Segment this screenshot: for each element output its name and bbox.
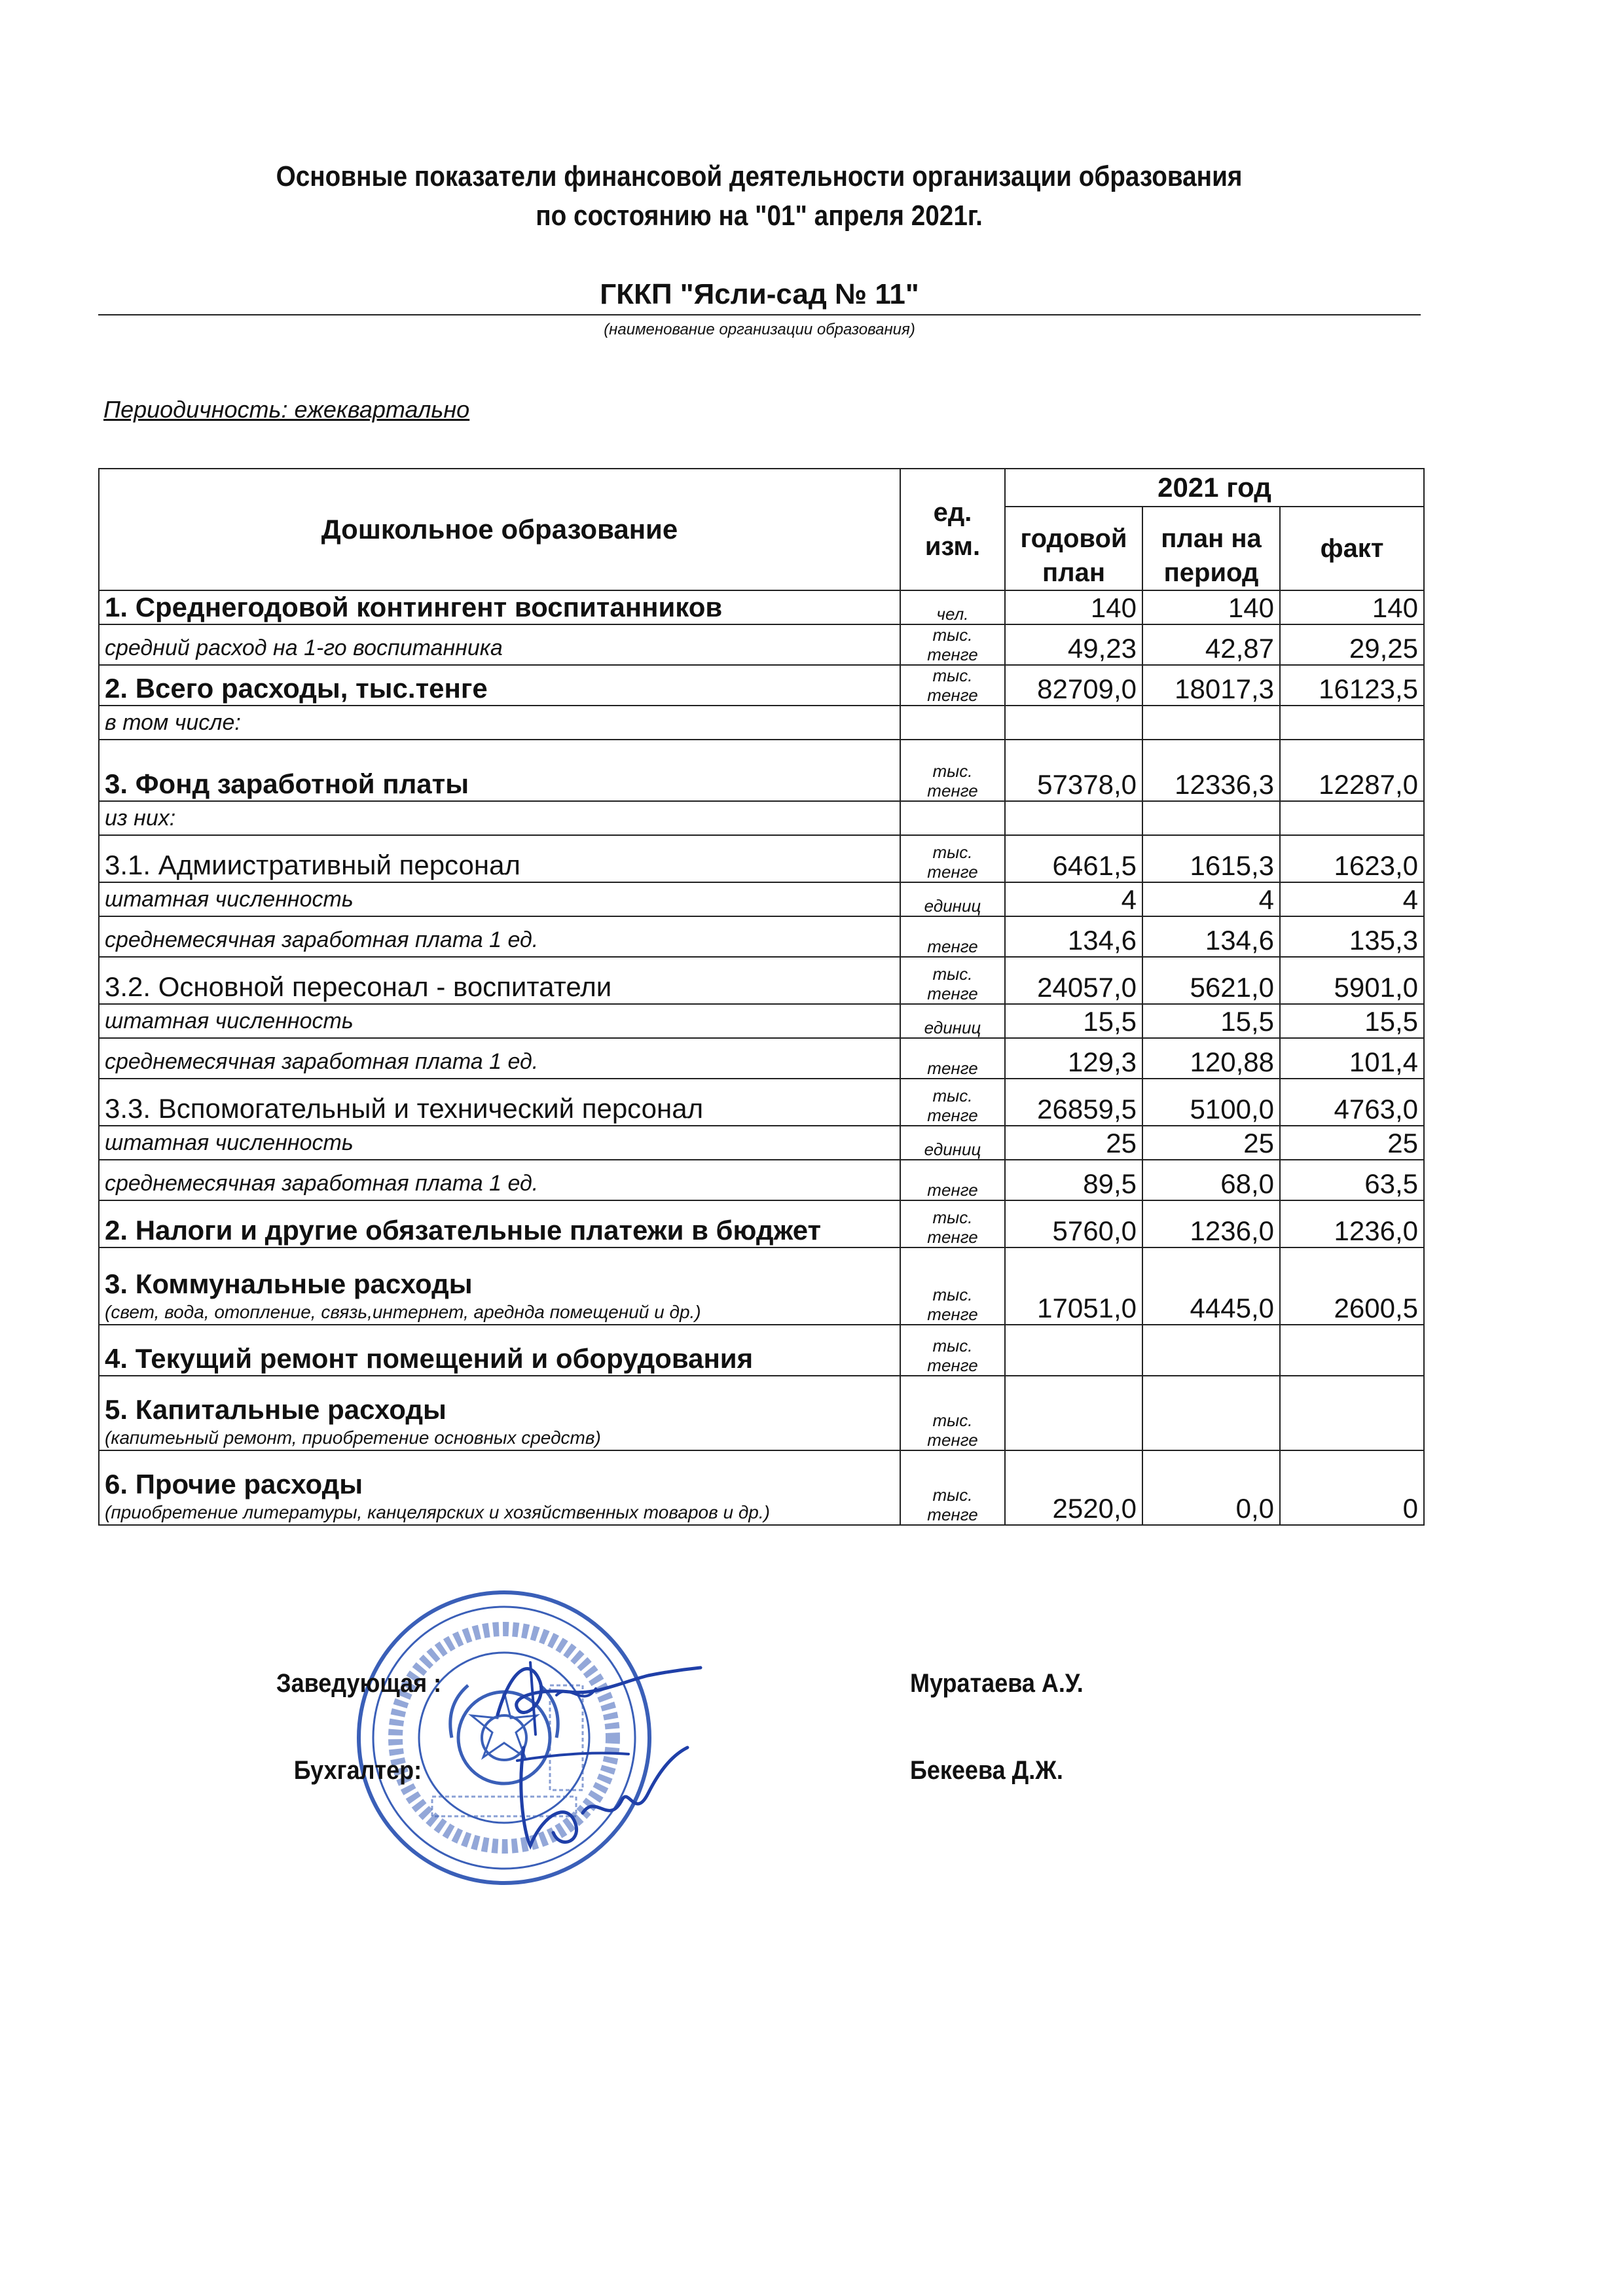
row-fact-value: 4763,0 bbox=[1280, 1079, 1424, 1126]
row-label-cell bbox=[99, 1126, 900, 1160]
row-fact-value: 140 bbox=[1280, 590, 1424, 624]
row-label-cell bbox=[99, 740, 900, 801]
row-unit: тенге bbox=[900, 1038, 1005, 1079]
row-annual-value: 6461,5 bbox=[1005, 835, 1142, 882]
finance-table-body bbox=[99, 469, 1424, 1525]
row-fact-value: 29,25 bbox=[1280, 624, 1424, 665]
row-annual-value: 82709,0 bbox=[1005, 665, 1142, 706]
header-period-plan: план на период bbox=[1142, 507, 1280, 590]
table-row bbox=[99, 1126, 1424, 1160]
row-unit: тенге bbox=[900, 1160, 1005, 1200]
row-period-value: 4 bbox=[1142, 882, 1280, 916]
row-note: (свет, вода, отопление, связь,интернет, ареднда помещений и др.) bbox=[105, 1302, 701, 1322]
head-name: Муратаева А.У. bbox=[910, 1669, 1084, 1698]
organization-underline bbox=[98, 314, 1421, 315]
row-label-cell bbox=[99, 1376, 900, 1450]
row-label-cell bbox=[99, 1079, 900, 1126]
row-period-value: 12336,3 bbox=[1142, 740, 1280, 801]
row-label-cell bbox=[99, 1450, 900, 1525]
row-period-value bbox=[1142, 1376, 1280, 1450]
report-title-line-1: Основные показатели финансовой деятельности организации образования bbox=[276, 160, 1243, 192]
row-annual-value bbox=[1005, 801, 1142, 835]
row-label-cell bbox=[99, 1247, 900, 1325]
row-label: 3. Фонд заработной платы bbox=[105, 768, 469, 799]
row-annual-value: 134,6 bbox=[1005, 916, 1142, 957]
table-row bbox=[99, 706, 1424, 740]
row-period-value bbox=[1142, 801, 1280, 835]
header-unit-cell: ед. изм. bbox=[900, 469, 1005, 590]
head-signature bbox=[484, 1643, 707, 1741]
row-period-value bbox=[1142, 1325, 1280, 1376]
row-label-cell bbox=[99, 706, 900, 740]
row-annual-value: 2520,0 bbox=[1005, 1450, 1142, 1525]
row-unit: тыс. тенге bbox=[900, 1450, 1005, 1525]
table-row bbox=[99, 740, 1424, 801]
table-row bbox=[99, 624, 1424, 665]
row-label-cell bbox=[99, 1160, 900, 1200]
row-label: штатная численность bbox=[105, 1130, 354, 1155]
header-label-cell: Дошкольное образование bbox=[99, 469, 900, 590]
row-label: средний расход на 1-го воспитанника bbox=[105, 636, 503, 660]
row-annual-value bbox=[1005, 1376, 1142, 1450]
row-period-value: 5100,0 bbox=[1142, 1079, 1280, 1126]
row-unit: единиц bbox=[900, 1126, 1005, 1160]
row-fact-value bbox=[1280, 801, 1424, 835]
row-period-value: 25 bbox=[1142, 1126, 1280, 1160]
table-row bbox=[99, 835, 1424, 882]
finance-table bbox=[98, 468, 1425, 1526]
row-fact-value: 135,3 bbox=[1280, 916, 1424, 957]
row-fact-value: 16123,5 bbox=[1280, 665, 1424, 706]
row-label: 3. Коммунальные расходы bbox=[105, 1268, 473, 1299]
table-row bbox=[99, 590, 1424, 624]
row-label: штатная численность bbox=[105, 887, 354, 912]
row-period-value bbox=[1142, 706, 1280, 740]
row-unit bbox=[900, 801, 1005, 835]
row-period-value: 68,0 bbox=[1142, 1160, 1280, 1200]
header-fact: факт bbox=[1280, 507, 1424, 590]
row-fact-value: 12287,0 bbox=[1280, 740, 1424, 801]
table-row bbox=[99, 1200, 1424, 1247]
row-period-value: 1615,3 bbox=[1142, 835, 1280, 882]
row-unit: тыс. тенге bbox=[900, 1079, 1005, 1126]
row-annual-value: 49,23 bbox=[1005, 624, 1142, 665]
row-unit: тыс. тенге bbox=[900, 740, 1005, 801]
table-row bbox=[99, 665, 1424, 706]
table-row bbox=[99, 1038, 1424, 1079]
row-fact-value: 0 bbox=[1280, 1450, 1424, 1525]
table-row bbox=[99, 1376, 1424, 1450]
row-annual-value: 89,5 bbox=[1005, 1160, 1142, 1200]
table-row bbox=[99, 1450, 1424, 1525]
organization-name: ГККП "Ясли-сад № 11" bbox=[600, 278, 919, 310]
signature-block bbox=[0, 1649, 1623, 1846]
row-fact-value: 25 bbox=[1280, 1126, 1424, 1160]
header-row-top bbox=[99, 469, 1424, 507]
row-label: из них: bbox=[105, 806, 176, 831]
row-annual-value: 129,3 bbox=[1005, 1038, 1142, 1079]
table-row bbox=[99, 916, 1424, 957]
row-label: среднемесячная заработная плата 1 ед. bbox=[105, 1049, 539, 1074]
row-annual-value: 24057,0 bbox=[1005, 957, 1142, 1004]
row-label-cell bbox=[99, 1038, 900, 1079]
row-period-value: 42,87 bbox=[1142, 624, 1280, 665]
periodicity-note: Периодичность: ежеквартально bbox=[103, 396, 470, 423]
row-annual-value: 57378,0 bbox=[1005, 740, 1142, 801]
row-annual-value: 4 bbox=[1005, 882, 1142, 916]
row-fact-value: 63,5 bbox=[1280, 1160, 1424, 1200]
table-row bbox=[99, 801, 1424, 835]
row-fact-value: 2600,5 bbox=[1280, 1247, 1424, 1325]
row-unit: тыс. тенге bbox=[900, 957, 1005, 1004]
row-annual-value: 5760,0 bbox=[1005, 1200, 1142, 1247]
row-fact-value bbox=[1280, 706, 1424, 740]
row-label-cell bbox=[99, 624, 900, 665]
row-label: 6. Прочие расходы bbox=[105, 1469, 363, 1499]
row-period-value: 5621,0 bbox=[1142, 957, 1280, 1004]
table-row bbox=[99, 1079, 1424, 1126]
row-label-cell bbox=[99, 590, 900, 624]
row-label: среднемесячная заработная плата 1 ед. bbox=[105, 927, 539, 952]
row-annual-value: 15,5 bbox=[1005, 1004, 1142, 1038]
row-fact-value bbox=[1280, 1376, 1424, 1450]
row-label-cell bbox=[99, 1004, 900, 1038]
table-row bbox=[99, 1160, 1424, 1200]
row-period-value: 0,0 bbox=[1142, 1450, 1280, 1525]
table-row bbox=[99, 882, 1424, 916]
row-annual-value bbox=[1005, 706, 1142, 740]
row-label: 3.2. Основной пересонал - воспитатели bbox=[105, 971, 612, 1002]
row-label: 4. Текущий ремонт помещений и оборудования bbox=[105, 1343, 754, 1374]
row-annual-value bbox=[1005, 1325, 1142, 1376]
row-period-value: 1236,0 bbox=[1142, 1200, 1280, 1247]
row-annual-value: 17051,0 bbox=[1005, 1247, 1142, 1325]
table-row bbox=[99, 957, 1424, 1004]
row-label-cell bbox=[99, 835, 900, 882]
row-unit: тенге bbox=[900, 916, 1005, 957]
row-unit: единиц bbox=[900, 1004, 1005, 1038]
row-unit: тыс. тенге bbox=[900, 624, 1005, 665]
row-label-cell bbox=[99, 916, 900, 957]
row-fact-value: 1236,0 bbox=[1280, 1200, 1424, 1247]
row-label-cell bbox=[99, 1200, 900, 1247]
row-label: 1. Среднегодовой контингент воспитанников bbox=[105, 592, 723, 622]
row-note: (капитеьный ремонт, приобретение основных средств) bbox=[105, 1427, 601, 1448]
row-fact-value: 15,5 bbox=[1280, 1004, 1424, 1038]
table-row bbox=[99, 1325, 1424, 1376]
row-label: в том числе: bbox=[105, 710, 241, 735]
accountant-name: Бекеева Д.Ж. bbox=[910, 1756, 1063, 1785]
row-period-value: 134,6 bbox=[1142, 916, 1280, 957]
row-period-value: 140 bbox=[1142, 590, 1280, 624]
row-unit: тыс. тенге bbox=[900, 835, 1005, 882]
row-annual-value: 140 bbox=[1005, 590, 1142, 624]
row-label: 2. Всего расходы, тыс.тенге bbox=[105, 673, 488, 704]
report-title-line-2: по состоянию на "01" апреля 2021г. bbox=[536, 200, 983, 232]
header-annual-plan: годовой план bbox=[1005, 507, 1142, 590]
row-unit: единиц bbox=[900, 882, 1005, 916]
row-note: (приобретение литературы, канцелярских и хозяйственных товаров и др.) bbox=[105, 1502, 770, 1522]
row-fact-value: 5901,0 bbox=[1280, 957, 1424, 1004]
table-row bbox=[99, 1247, 1424, 1325]
report-title bbox=[91, 157, 1520, 236]
row-label-cell bbox=[99, 882, 900, 916]
head-label: Заведующая : bbox=[276, 1669, 441, 1698]
row-fact-value: 101,4 bbox=[1280, 1038, 1424, 1079]
header-year-cell: 2021 год bbox=[1005, 469, 1424, 507]
row-period-value: 18017,3 bbox=[1142, 665, 1280, 706]
row-fact-value: 4 bbox=[1280, 882, 1424, 916]
table-row bbox=[99, 1004, 1424, 1038]
row-period-value: 4445,0 bbox=[1142, 1247, 1280, 1325]
row-annual-value: 26859,5 bbox=[1005, 1079, 1142, 1126]
row-label-cell bbox=[99, 801, 900, 835]
row-unit: чел. bbox=[900, 590, 1005, 624]
accountant-signature bbox=[498, 1734, 694, 1865]
row-label: среднемесячная заработная плата 1 ед. bbox=[105, 1171, 539, 1196]
row-label-cell bbox=[99, 665, 900, 706]
row-unit bbox=[900, 706, 1005, 740]
row-label-cell bbox=[99, 957, 900, 1004]
row-unit: тыс. тенге bbox=[900, 1325, 1005, 1376]
row-label: 2. Налоги и другие обязательные платежи в бюджет bbox=[105, 1215, 822, 1246]
row-label-cell bbox=[99, 1325, 900, 1376]
row-label: штатная численность bbox=[105, 1009, 354, 1033]
row-unit: тыс. тенге bbox=[900, 665, 1005, 706]
row-fact-value: 1623,0 bbox=[1280, 835, 1424, 882]
row-annual-value: 25 bbox=[1005, 1126, 1142, 1160]
row-fact-value bbox=[1280, 1325, 1424, 1376]
row-unit: тыс. тенге bbox=[900, 1376, 1005, 1450]
row-label: 3.1. Адмиистративный персонал bbox=[105, 850, 520, 880]
organization-caption: (наименование организации образования) bbox=[604, 321, 915, 338]
accountant-label: Бухгалтер: bbox=[293, 1756, 422, 1785]
row-period-value: 120,88 bbox=[1142, 1038, 1280, 1079]
row-unit: тыс. тенге bbox=[900, 1200, 1005, 1247]
row-unit: тыс. тенге bbox=[900, 1247, 1005, 1325]
row-period-value: 15,5 bbox=[1142, 1004, 1280, 1038]
row-label: 3.3. Вспомогательный и технический персонал bbox=[105, 1093, 704, 1124]
row-label: 5. Капитальные расходы bbox=[105, 1394, 447, 1425]
